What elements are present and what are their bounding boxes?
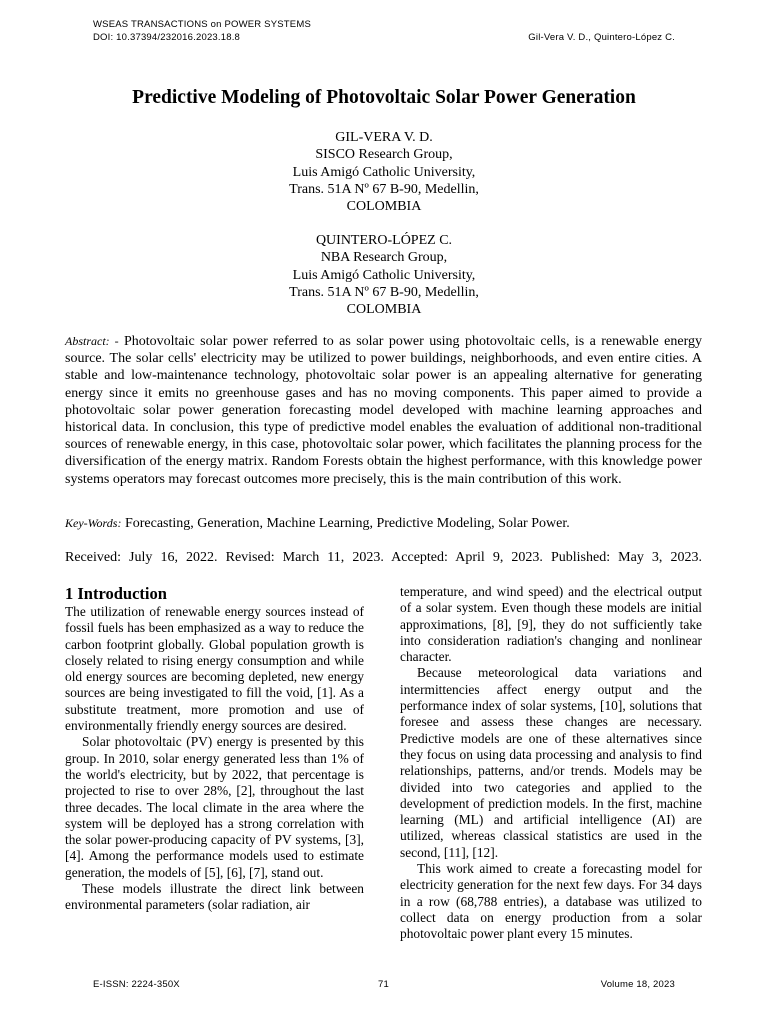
paragraph: temperature, and wind speed) and the electrical output of a solar system. Even though these models are initial approximations, [8], [9], they do not sufficiently take into consideration radiation's changing and nonlinear character. [400,584,702,665]
address: Trans. 51A Nº 67 B-90, Medellin, [289,284,479,300]
country: COLOMBIA [346,302,422,318]
country: COLOMBIA [346,199,422,215]
author-affiliation-1 [0,129,768,215]
footer-volume: Volume 18, 2023 [600,979,675,990]
keywords-label: Key-Words: [65,516,122,530]
abstract-text: Photovoltaic solar power referred to as solar power using photovoltaic cells, is a renewable energy source. The solar cells' electricity may be utilized to power buildings, neighborhoods, and even entire cities. A stable and low-maintenance technology, photovoltaic solar power is an appealing alternative for generating energy since it emits no greenhouse gases and has no moving components. This paper aimed to provide a photovoltaic solar power generation forecasting model developed with machine learning approaches and historical data. In conclusion, this type of predictive model enables the evaluation of additional non-traditional sources of renewable energy, in this case, photovoltaic solar power, which facilitates the planning process for the diversification of the energy matrix. Random Forests obtain the highest performance, with this knowledge power systems operators may forecast outcomes more precisely, this is the main contribution of this work. [65,334,703,487]
paragraph: Solar photovoltaic (PV) energy is presented by this group. In 2010, solar energy generated less than 1% of the world's electricity, but by 2022, that percentage is projected to rise to over 28%, [2], throughout the last three decades. The local climate in the area where the system will be deployed has a strong correlation with the solar power-producing capacity of PV systems, [3], [4]. Among the performance models used to estimate generation, the models of [5], [6], [7], stand out. [65,734,364,880]
address: Trans. 51A Nº 67 B-90, Medellin, [289,181,479,197]
author-name: QUINTERO-LÓPEZ C. [315,233,453,248]
research-group: SISCO Research Group, [315,147,453,163]
footer-page-number: 71 [378,979,389,990]
keywords [65,515,702,532]
abstract-label: Abstract: - [65,334,119,348]
abstract [65,333,702,488]
paragraph: These models illustrate the direct link between environmental parameters (solar radiation, air [65,881,364,913]
university: Luis Amigó Catholic University, [292,267,476,283]
paragraph: The utilization of renewable energy sources instead of fossil fuels has been emphasized as a way to reduce the carbon footprint globally. Global population growth is closely related to rising energy consumption and while old energy sources are becoming depleted, new energy sources are being investigated to fill the void, [1]. As a substitute treatment, more promotion and use of environmentally friendly energy sources are desired. [65,604,364,734]
paper-title: Predictive Modeling of Photovoltaic Solar Power Generation [132,87,636,108]
left-column [65,584,364,914]
paragraph: Because meteorological data variations and intermittencies affect energy output and the performance index of solar systems, [10], solutions that foresee and assess these changes are necessary. Predictive models are one of these alternatives since they focus on using data processing and analysis to find relationships, patterns, and/or trends. Models may be divided into two categories and applied to the development of prediction models. In the first, machine learning (ML) and artificial intelligence (AI) are utilized, whereas classical statistics are used in the second, [11], [12]. [400,665,702,860]
running-header-doi[interactable]: DOI: 10.37394/232016.2023.18.8 [93,32,241,43]
running-header-journal: WSEAS TRANSACTIONS on POWER SYSTEMS [93,19,311,30]
right-column [400,584,702,943]
paragraph: This work aimed to create a forecasting model for electricity generation for the next few days. For 34 days in a row (68,788 entries), a database was utilized to collect data on energy production from a solar photovoltaic power plant every 15 minutes. [400,861,702,942]
university: Luis Amigó Catholic University, [292,164,476,180]
research-group: NBA Research Group, [320,250,448,266]
footer-issn: E-ISSN: 2224-350X [93,979,180,990]
section-heading: 1 Introduction [65,584,167,603]
keywords-text: Forecasting, Generation, Machine Learning, Predictive Modeling, Solar Power. [124,516,570,531]
running-header-authors: Gil-Vera V. D., Quintero-López C. [528,32,675,43]
author-affiliation-2 [0,232,768,318]
publication-dates: Received: July 16, 2022. Revised: March 11, 2023. Accepted: April 9, 2023. Published: May 3, 2023. [65,550,702,565]
author-name: GIL-VERA V. D. [335,130,433,145]
